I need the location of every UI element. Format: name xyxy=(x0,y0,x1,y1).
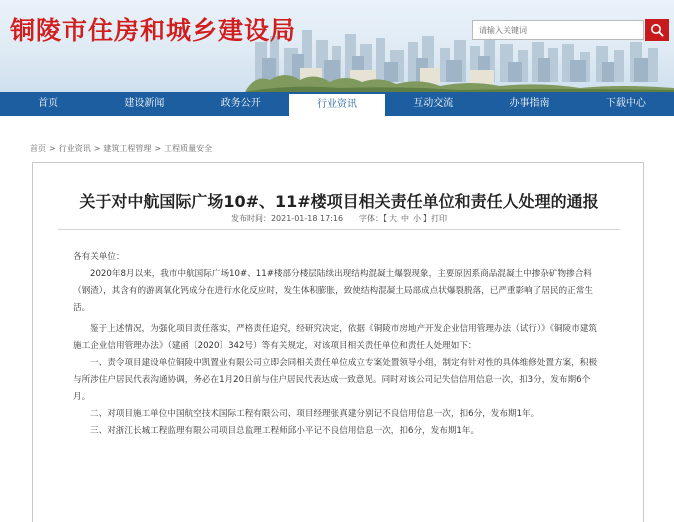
nav-item-download[interactable]: 下载中心 xyxy=(605,98,646,109)
article-paragraph: 二、对项目施工单位中国航空技术国际工程有限公司、项目经理张真建分别记不良信用信息一次，扣6分，发布期1年。 xyxy=(90,409,540,419)
search-button[interactable] xyxy=(645,19,669,41)
site-header xyxy=(0,0,674,92)
font-size-small-button[interactable]: 小 xyxy=(413,214,422,223)
font-size-large-button[interactable]: 大 xyxy=(389,214,398,223)
breadcrumb-quality-safety[interactable]: 工程质量安全 xyxy=(164,144,213,153)
breadcrumb-construction-mgmt[interactable]: 建筑工程管理 xyxy=(103,144,152,153)
breadcrumb-industry-info[interactable]: 行业资讯 xyxy=(58,144,91,153)
publish-info: 发布时间：2021-01-18 17:16 字体：【 xyxy=(230,214,388,223)
print-button[interactable]: 打印 xyxy=(431,214,448,223)
nav-item-industry-info[interactable]: 行业资讯 xyxy=(289,92,385,116)
main-nav xyxy=(0,92,674,116)
breadcrumb-separator: > xyxy=(154,144,162,153)
search-icon xyxy=(650,23,664,37)
breadcrumb-home[interactable]: 首页 xyxy=(30,144,46,153)
breadcrumb-separator: > xyxy=(93,144,101,153)
search-input[interactable]: 请输入关键词 xyxy=(472,20,644,40)
nav-item-interaction[interactable]: 互动交流 xyxy=(413,98,454,109)
breadcrumb-separator: > xyxy=(49,144,56,153)
nav-item-news[interactable]: 建设新闻 xyxy=(124,98,165,109)
article-paragraph: 鉴于上述情况，为强化项目责任落实，严格责任追究，经研究决定，依据《铜陵市房地产开发企业信用管理办法（试行）》《铜陵市建筑施工企业信用管理办法》（建函〔2020〕342号）等有关规定，对该项目相关责任单位和责任人处理如下： xyxy=(73,324,598,351)
article-meta xyxy=(33,213,645,224)
meta-bracket: 】 xyxy=(423,214,432,223)
article-panel xyxy=(32,162,644,522)
article-salutation: 各有关单位： xyxy=(73,252,125,262)
nav-item-gov-info[interactable]: 政务公开 xyxy=(220,98,261,109)
font-size-medium-button[interactable]: 中 xyxy=(401,214,410,223)
article-title: 关于对中航国际广场10#、11#楼项目相关责任单位和责任人处理的通报 xyxy=(79,192,599,211)
article-body xyxy=(73,249,601,440)
nav-item-guide[interactable]: 办事指南 xyxy=(509,98,550,109)
site-title: 铜陵市住房和城乡建设局 xyxy=(10,16,297,45)
breadcrumb xyxy=(30,143,215,154)
title-divider xyxy=(58,229,620,230)
nav-item-home[interactable]: 首页 xyxy=(38,98,59,109)
article-paragraph: 一、责令项目建设单位铜陵中凯置业有限公司立即会同相关责任单位成立专案处置领导小组，制定有针对性的具体维修处置方案，积极与所涉住户居民代表沟通协调，务必在1月20日前与住户居民代表达成一致意见。同时对该公司记失信信用信息一次，扣3分，发布期6个月。 xyxy=(73,358,598,402)
article-paragraph: 三、对浙江长城工程监理有限公司项目总监理工程师邱小平记不良信用信息一次，扣6分，发布期1年。 xyxy=(90,426,480,436)
article-paragraph: 2020年8月以来，我市中航国际广场10#、11#楼部分楼层陆续出现结构混凝土爆裂现象，主要原因系商品混凝土中掺杂矿物掺合料（钢渣），其含有的游离氧化钙成分在进行水化反应时，发生体积膨胀，致使结构混凝土局部成点状爆裂脱落，已严重影响了居民的正常生活。 xyxy=(73,269,593,313)
